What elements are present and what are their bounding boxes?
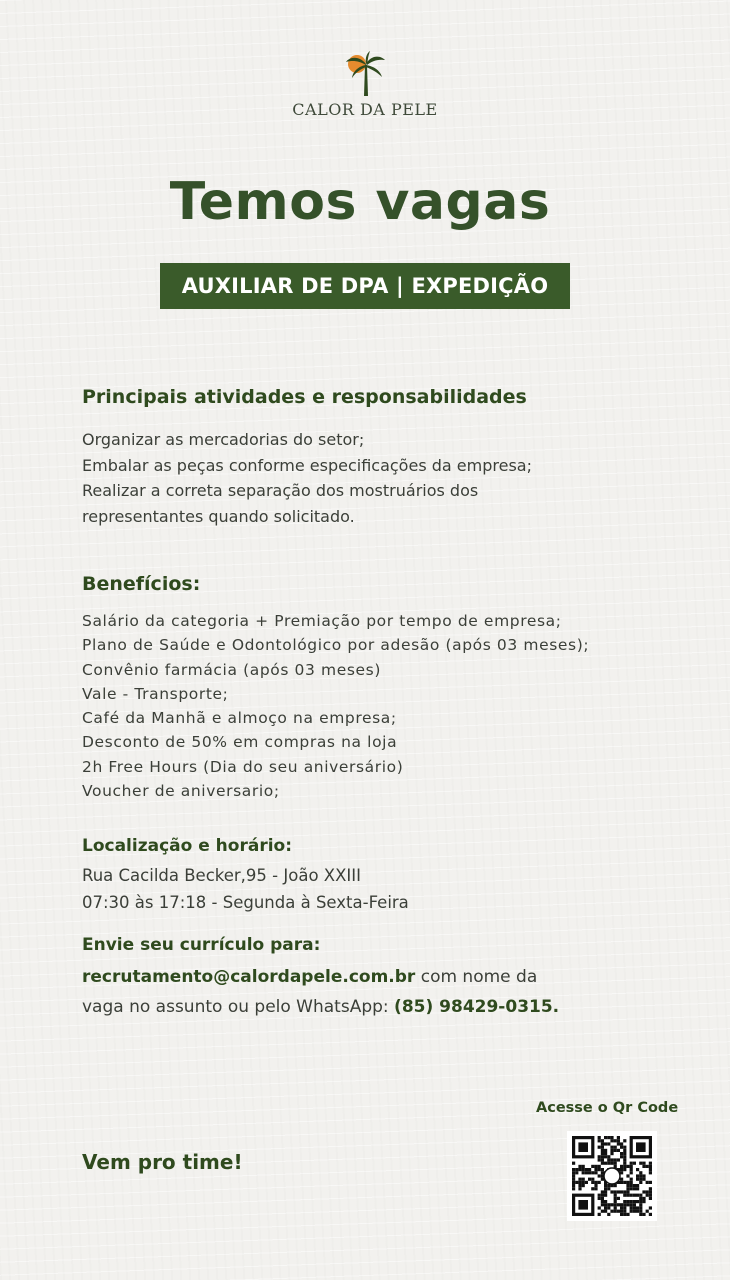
whatsapp-number[interactable]: (85) 98429-0315. [394,997,560,1017]
qr-code[interactable] [567,1131,657,1221]
activities-list [82,427,532,529]
benefit-line: Vale - Transporte; [82,684,229,703]
headline: Temos vagas [169,172,551,232]
apply-title: Envie seu currículo para: [82,935,321,955]
apply-text-line2: vaga no assunto ou pelo WhatsApp: [82,997,395,1017]
activities-title: Principais atividades e responsabilidades [82,386,527,408]
benefit-line: Desconto de 50% em compras na loja [82,733,398,752]
benefit-line: 2h Free Hours (Dia do seu aniversário) [82,757,404,776]
email-link[interactable]: recrutamento@calordapele.com.br [82,967,416,987]
working-hours: 07:30 às 17:18 - Segunda à Sexta-Feira [82,893,409,912]
address: Rua Cacilda Becker,95 - João XXIII [82,866,361,885]
activity-line: Embalar as peças conforme especificações da empresa; [82,455,532,475]
location-title: Localização e horário: [82,836,293,856]
activity-line: Organizar as mercadorias do setor; [82,430,365,449]
palm-tree-sun-icon [340,50,390,98]
benefit-line: Café da Manhã e almoço na empresa; [82,709,397,728]
activity-line: Realizar a correta separação dos mostruários dos [82,481,479,500]
call-to-action: Vem pro time! [82,1150,243,1174]
whatsapp-icon [604,1168,620,1184]
benefit-line: Convênio farmácia (após 03 meses) [82,660,381,679]
benefit-line: Salário da categoria + Premiação por tempo de empresa; [82,612,562,630]
brand-name: CALOR DA PELE [292,100,438,119]
benefit-line: Plano de Saúde e Odontológico por adesão (após 03 meses); [82,636,590,655]
apply-details [82,962,559,1022]
benefit-line: Voucher de aniversario; [82,782,280,801]
apply-text: com nome da [415,967,538,987]
qr-label: Acesse o Qr Code [536,1100,679,1116]
job-title-banner: AUXILIAR DE DPA | EXPEDIÇÃO [160,263,570,309]
location-details [82,862,409,916]
benefits-list [82,609,589,803]
activity-line: representantes quando solicitado. [82,506,355,526]
benefits-title: Benefícios: [82,573,201,595]
